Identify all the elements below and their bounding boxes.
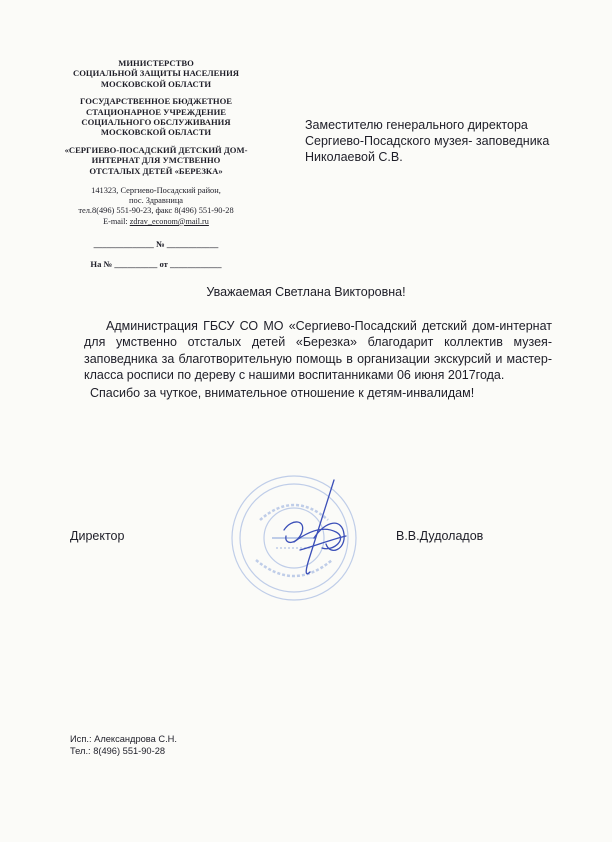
- reply-reference-line: На № __________ от ____________: [90, 258, 222, 269]
- addressee-line: Заместителю генерального директора: [305, 118, 528, 132]
- salutation: Уважаемая Светлана Викторовна!: [206, 285, 406, 299]
- body-paragraph: Спасибо за чуткое, внимательное отношение к детям-инвалидам!: [90, 386, 475, 401]
- letterhead-org-name: [56, 145, 256, 176]
- registration-line: ______________ № ____________: [93, 238, 219, 249]
- letter-body: [84, 318, 552, 401]
- email-link[interactable]: zdrav_econom@mail.ru: [129, 216, 209, 226]
- email-label: E-mail:: [103, 216, 130, 226]
- ministry-line: СОЦИАЛЬНОЙ ЗАЩИТЫ НАСЕЛЕНИЯ: [73, 68, 239, 79]
- executor-footer: [70, 733, 177, 757]
- address-line: тел.8(496) 551-90-23, факс 8(496) 551-90-28: [78, 206, 234, 216]
- institution-line: ГОСУДАРСТВЕННОЕ БЮДЖЕТНОЕ: [79, 96, 233, 107]
- org-name-line: «СЕРГИЕВО-ПОСАДСКИЙ ДЕТСКИЙ ДОМ-: [64, 144, 248, 155]
- addressee-line: Николаевой С.В.: [305, 150, 403, 164]
- ministry-line: МОСКОВСКОЙ ОБЛАСТИ: [100, 78, 212, 89]
- org-name-line: ИНТЕРНАТ ДЛЯ УМСТВЕННО: [91, 155, 221, 166]
- letterhead-ministry: [56, 58, 256, 89]
- addressee-block: [305, 117, 585, 165]
- ministry-line: МИНИСТЕРСТВО: [118, 58, 194, 68]
- body-paragraph: Администрация ГБСУ СО МО «Сергиево-Посадский детский дом-интернат для умственно отсталых детей «Березка» благодарит коллектив музея-заповедника за благотворительную помощь в организации экскурсий и мастер-класса росписи по дереву с нашими воспитанниками 06 июня 2017года.: [84, 319, 552, 382]
- org-name-line: ОТСТАЛЫХ ДЕТЕЙ «БЕРЕЗКА»: [89, 165, 223, 176]
- institution-line: СТАЦИОНАРНОЕ УЧРЕЖДЕНИЕ: [86, 106, 226, 117]
- address-line: 141323, Сергиево-Посадский район,: [91, 186, 221, 196]
- letterhead: [56, 58, 256, 269]
- executor-name: Исп.: Александрова С.Н.: [70, 734, 177, 744]
- executor-phone: Тел.: 8(496) 551-90-28: [70, 746, 166, 756]
- stamp-and-signature: [214, 460, 404, 610]
- institution-line: СОЦИАЛЬНОГО ОБСЛУЖИВАНИЯ: [81, 117, 231, 128]
- signatory-name: В.В.Дудоладов: [396, 529, 484, 543]
- addressee-line: Сергиево-Посадского музея- заповедника: [305, 134, 550, 148]
- signatory-title: Директор: [70, 529, 125, 543]
- institution-line: МОСКОВСКОЙ ОБЛАСТИ: [100, 127, 212, 138]
- address-line: пос. Здравница: [128, 196, 184, 206]
- letterhead-institution: [56, 96, 256, 138]
- letterhead-address: [56, 186, 256, 217]
- letterhead-email: [56, 217, 256, 227]
